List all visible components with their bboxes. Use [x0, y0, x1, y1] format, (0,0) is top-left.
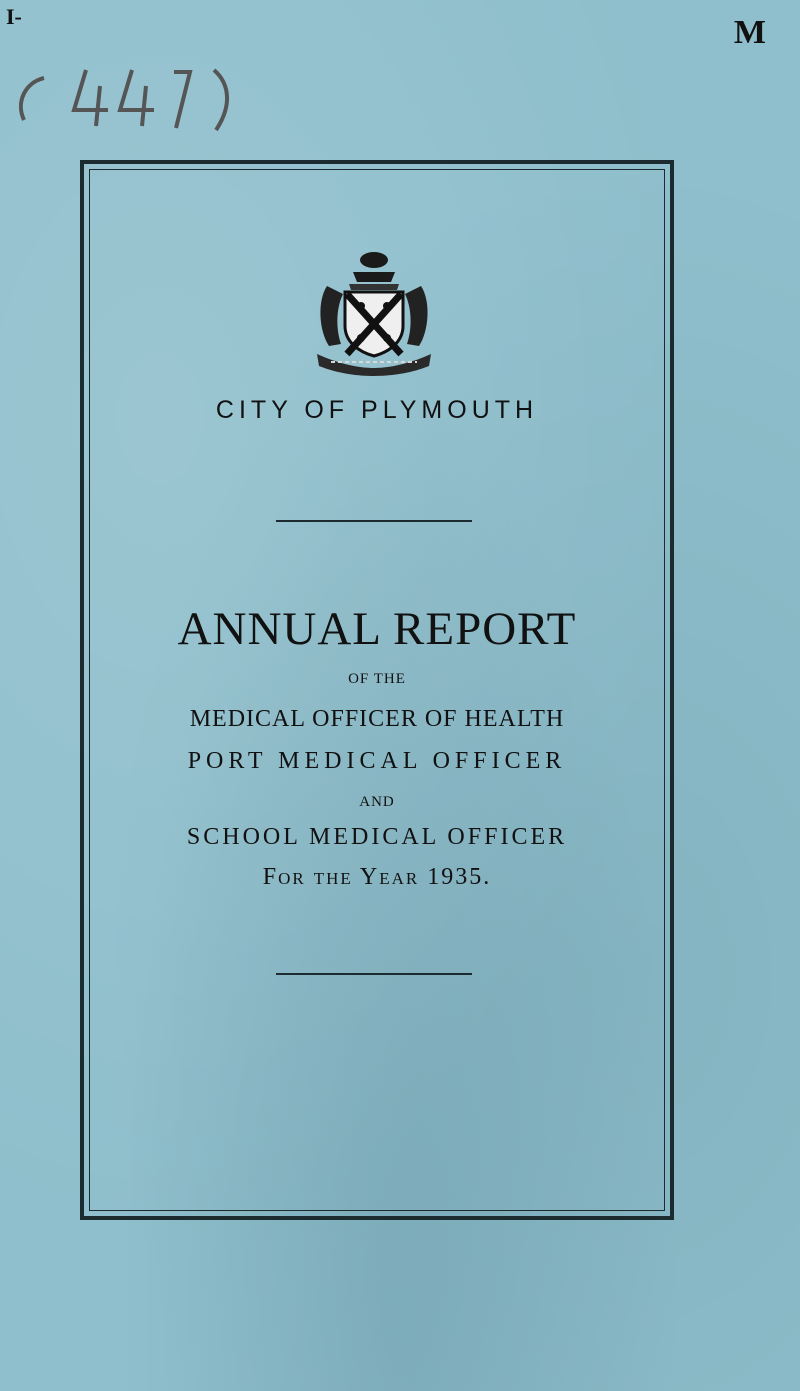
city-name: CITY OF PLYMOUTH — [215, 396, 539, 424]
report-year: For the Year 1935. — [262, 864, 492, 890]
and-label: AND — [359, 794, 395, 810]
of-the-label: OF THE — [348, 671, 406, 687]
cover-frame — [80, 160, 674, 1220]
handwritten-catalog-number — [4, 58, 244, 138]
corner-mark-right: M — [733, 14, 766, 51]
corner-mark-left: I- — [6, 4, 22, 29]
report-title: ANNUAL REPORT — [177, 603, 577, 655]
divider-top — [276, 520, 472, 522]
port-medical-officer: PORT MEDICAL OFFICER — [187, 748, 567, 774]
medical-officer-of-health: MEDICAL OFFICER OF HEALTH — [189, 706, 565, 732]
school-medical-officer: SCHOOL MEDICAL OFFICER — [186, 824, 568, 850]
coat-of-arms-icon — [309, 246, 439, 376]
divider-bottom — [276, 973, 472, 975]
